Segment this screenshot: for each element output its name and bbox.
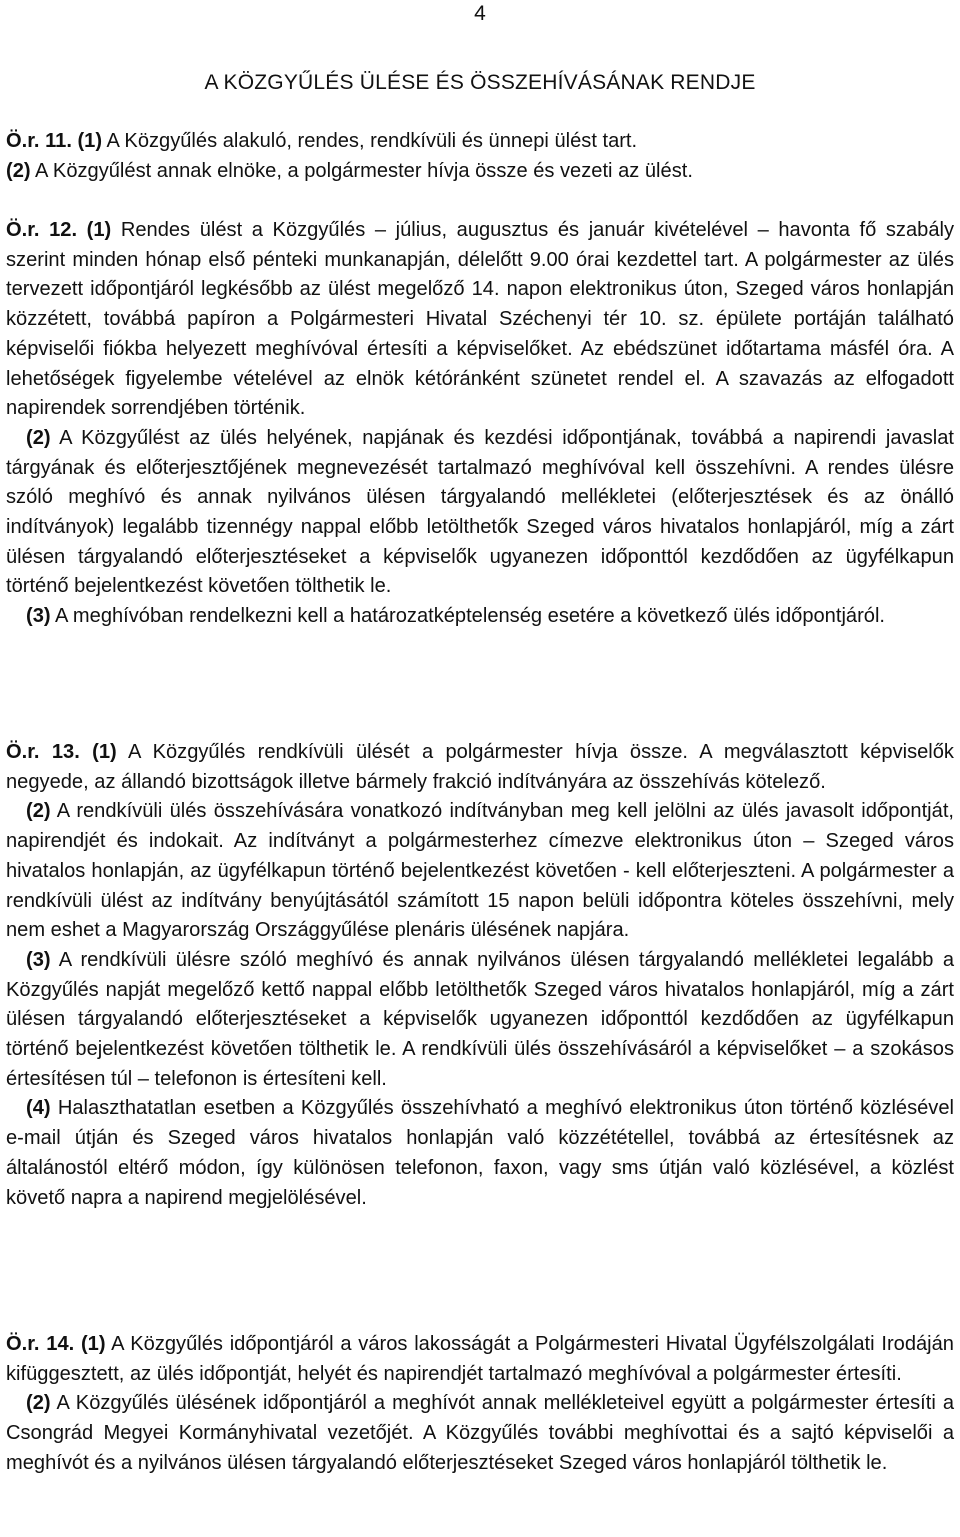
paragraph-12-1: [6, 216, 954, 424]
paragraph-12-2: [6, 424, 954, 602]
paragraph-mark: Ö.r. 13. (1): [6, 741, 117, 763]
section-14: [6, 1330, 954, 1479]
paragraph-text: A rendkívüli ülés összehívására vonatkozó indítványban meg kell jelölni az ülés javasolt időpontját, napirendjét és indokait. Az indítványt a polgármesterhez címezve elektronikus úton – Szeged város hivatalos honlapján, az ügyfélkapun történő bejelentkezést követően - kell előterjeszteni. A polgármester a rendkívüli ülést az indítvány benyújtásától számított 15 napon belüli időpontra köteles összehívni, mely nem eshet a Magyarország Országgyűlése plenáris ülésének napjára.: [6, 800, 954, 942]
paragraph-text: Rendes ülést a Közgyűlés – július, augusztus és január kivételével – havonta fő szabály szerint minden hónap első pénteki munkanapján, délelőtt 9.00 órai kezdettel tart. A polgármester az ülés tervezett időpontjáról legkésőbb az ülést megelőző 14. napon elektronikus úton, Szeged város honlapján közzétett, továbbá papíron a Polgármesteri Hivatal Széchenyi tér 10. sz. épülete portáján található képviselői fiókba helyezett meghívóval értesíti a képviselőket. Az ebédszünet időtartama másfél óra. A lehetőségek figyelembe vételével az elnök kétóránként szünetet rendel el. A szavazás az elfogadott napirendek sorrendjében történik.: [6, 219, 954, 420]
paragraph-11-1: [6, 127, 954, 157]
section-12: [6, 216, 954, 632]
page-number: 4: [474, 2, 486, 25]
paragraph-text: A Közgyűlés időpontjáról a város lakosságát a Polgármesteri Hivatal Ügyfélszolgálati Irodáján kifüggesztett, az ülés időpontját, helyét és napirendjét tartalmazó meghívóval a polgármester értesíti.: [6, 1333, 954, 1385]
paragraph-text: Halaszthatatlan esetben a Közgyűlés összehívható a meghívó elektronikus úton történő közlésével e-mail útján és Szeged város hivatalos honlapján való közzététellel, továbbá az értesítésnek az általánostól eltérő módon, így különösen telefonon, faxon, vagy sms útján való közlésével, a közlést követő napra a napirend megjelölésével.: [6, 1097, 954, 1209]
paragraph-mark: (2): [26, 426, 51, 449]
paragraph-text: A rendkívüli ülésre szóló meghívó és annak nyilvános ülésen tárgyalandó mellékletei legalább a Közgyűlés napját megelőző kettő nappal előbb letölthetők Szeged város hivatalos honlapjáról, míg a zárt ülésen tárgyalandó előterjesztéseket a képviselők ugyanezen időponttól kezdődően az ügyfélkapun történő bejelentkezést követően tölthetik le. A rendkívüli ülés összehívásáról a képviselőket – a szokásos értesítésen túl – telefonon is értesíteni kell.: [6, 948, 954, 1090]
paragraph-11-2: [6, 157, 954, 187]
section-11: [6, 127, 954, 186]
paragraph-mark: (3): [26, 948, 51, 971]
paragraph-text: A meghívóban rendelkezni kell a határozatképtelenség esetére a következő ülés időpontjáról.: [50, 605, 885, 628]
paragraph-mark: (2): [26, 1392, 51, 1415]
paragraph-mark: Ö.r. 11. (1): [6, 130, 103, 152]
paragraph-mark: Ö.r. 12. (1): [6, 219, 112, 241]
document-title: A KÖZGYŰLÉS ÜLÉSE ÉS ÖSSZEHÍVÁSÁNAK RENDJE: [204, 71, 756, 94]
paragraph-mark: (3): [26, 605, 51, 628]
paragraph-text: A Közgyűlést annak elnöke, a polgármester hívja össze és vezeti az ülést.: [30, 159, 693, 182]
paragraph-13-3: [6, 946, 954, 1095]
paragraph-mark: (2): [26, 800, 51, 823]
paragraph-text: A Közgyűlés alakuló, rendes, rendkívüli és ünnepi ülést tart.: [102, 130, 638, 152]
paragraph-mark: (4): [26, 1097, 51, 1120]
paragraph-13-1: [6, 738, 954, 797]
paragraph-14-1: [6, 1330, 954, 1389]
paragraph-text: A Közgyűlés rendkívüli ülését a polgármester hívja össze. A megválasztott képviselők negyede, az állandó bizottságok illetve bármely frakció indítványára az összehívás kötelező.: [6, 741, 954, 793]
paragraph-14-2: [6, 1389, 954, 1478]
paragraph-mark: Ö.r. 14. (1): [6, 1333, 106, 1355]
paragraph-13-2: [6, 797, 954, 946]
paragraph-text: A Közgyűlést az ülés helyének, napjának és kezdési időpontjának, továbbá a napirendi javaslat tárgyának és előterjesztőjének megnevezését tartalmazó meghívóval kell összehívni. A rendes ülésre szóló meghívó és annak nyilvános ülésen tárgyalandó mellékletei (előterjesztések és az önálló indítványok) legalább tizennégy nappal előbb letölthetők Szeged város hivatalos honlapjáról, míg a zárt ülésen tárgyalandó előterjesztéseket a képviselők ugyanezen időponttól kezdődően az ügyfélkapun történő bejelentkezést követően tölthetik le.: [6, 426, 954, 598]
paragraph-13-4: [6, 1094, 954, 1213]
paragraph-12-3: [6, 602, 954, 632]
section-13: [6, 738, 954, 1213]
paragraph-mark: (2): [6, 159, 31, 182]
paragraph-text: A Közgyűlés ülésének időpontjáról a meghívót annak mellékleteivel együtt a polgármester értesíti a Csongrád Megyei Kormányhivatal vezetőjét. A Közgyűlés további meghívottai és a sajtó képviselői a meghívót és a nyilvános ülésen tárgyalandó előterjesztéseket Szeged város honlapjáról tölthetik le.: [6, 1392, 954, 1474]
